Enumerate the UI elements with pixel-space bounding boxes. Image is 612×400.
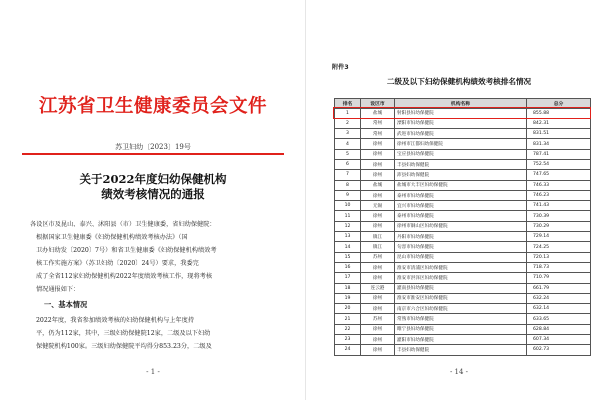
cell-institution: 溧阳市妇幼保健院 [395,118,527,128]
cell-score: 720.13 [527,252,591,262]
cell-institution: 灌南县妇幼保健院 [395,283,527,293]
ranking-table [334,98,591,356]
table-row [335,211,591,221]
cell-rank: 10 [335,201,361,211]
cell-rank: 8 [335,180,361,190]
cell-institution: 射阳县妇幼保健院 [395,108,527,118]
table-row [335,293,591,303]
cell-score: 855.88 [527,108,591,118]
cell-score: 633.65 [527,314,591,324]
section-line: 平，仍为112家，其中，三级妇幼保健院12家，二级及以下妇幼 [36,330,211,337]
cell-score: 730.39 [527,211,591,221]
cell-score: 632.14 [527,304,591,314]
cell-rank: 23 [335,335,361,345]
cell-city: 镇江 [361,232,395,242]
cell-institution: 淮安市清浦区妇幼保健院 [395,262,527,272]
table-row [335,262,591,272]
cell-institution: 丹阳市妇幼保健院 [395,232,527,242]
table-row [335,149,591,159]
table-row [335,170,591,180]
cell-rank: 3 [335,129,361,139]
table-row [335,283,591,293]
paragraph-line: 根据国家卫生健康委《妇幼保健机构绩效考核办法》（国 [36,234,188,241]
column-header-city: 设区市 [361,99,395,109]
table-row [335,314,591,324]
paragraph-line: 情况通报如下： [36,286,80,293]
cell-rank: 7 [335,170,361,180]
cell-score: 730.29 [527,221,591,231]
cell-rank: 2 [335,118,361,128]
table-body [335,108,591,355]
table-row [335,324,591,334]
cell-city: 徐州 [361,335,395,345]
cell-city: 徐州 [361,170,395,180]
paragraph-line: 成了全省112家妇幼保健机构2022年度绩效考核工作，现将考核 [36,273,213,280]
cell-rank: 1 [335,108,361,118]
cell-score: 746.23 [527,190,591,200]
cell-city: 盐城 [361,180,395,190]
cell-institution: 昆山市妇幼保健院 [395,252,527,262]
cell-score: 831.51 [527,129,591,139]
table-header-row [335,99,591,109]
cell-institution: 句容市妇幼保健院 [395,242,527,252]
table-row [335,273,591,283]
cell-rank: 19 [335,293,361,303]
table-row [335,252,591,262]
cell-city: 徐州 [361,273,395,283]
table-title: 二级及以下妇幼保健机构绩效考核排名情况 [386,77,532,86]
table-row [335,242,591,252]
cell-institution: 武进市妇幼保健院 [395,129,527,139]
annex-label: 附件3 [332,64,349,71]
cell-city: 常州 [361,118,395,128]
cell-city: 徐州 [361,211,395,221]
cell-score: 747.65 [527,170,591,180]
table-row [335,232,591,242]
cell-rank: 21 [335,314,361,324]
cell-rank: 11 [335,211,361,221]
cell-city: 徐州 [361,221,395,231]
table-row [335,190,591,200]
table-row [335,304,591,314]
cell-score: 724.25 [527,242,591,252]
cell-rank: 5 [335,149,361,159]
document-title-line2: 绩效考核情况的通报 [101,187,205,201]
cell-city: 常州 [361,129,395,139]
right-page [306,0,612,400]
cell-city: 苏州 [361,252,395,262]
table-row [335,221,591,231]
cell-institution: 泰州市妇幼保健院 [395,190,527,200]
page-number: - 1 - [146,368,160,376]
cell-score: 661.79 [527,283,591,293]
cell-city: 苏州 [361,314,395,324]
cell-score: 752.54 [527,159,591,169]
cell-institution: 沛县妇幼保健院 [395,170,527,180]
cell-score: 746.33 [527,180,591,190]
cell-rank: 12 [335,221,361,231]
cell-city: 徐州 [361,149,395,159]
cell-institution: 丰县妇幼保健院 [395,345,527,355]
cell-city: 连云港 [361,283,395,293]
cell-city: 徐州 [361,293,395,303]
paragraph-line: 各设区市及昆山、泰兴、沭阳县（市）卫生健康委，省妇幼保健院： [30,221,216,228]
cell-score: 628.84 [527,324,591,334]
paragraph-line: 卫办妇幼发〔2020〕7号）和省卫生健康委《妇幼保健机构绩效考 [36,247,217,254]
cell-institution: 泰州市妇幼保健院 [395,211,527,221]
cell-rank: 16 [335,262,361,272]
cell-city: 徐州 [361,345,395,355]
cell-rank: 4 [335,139,361,149]
cell-city: 无锡 [361,201,395,211]
cell-score: 787.41 [527,149,591,159]
section-line: 2022年度，我省参加绩效考核的妇幼保健机构与上年度持 [36,317,195,324]
cell-rank: 6 [335,159,361,169]
table-row [335,139,591,149]
cell-score: 718.73 [527,262,591,272]
table-row [335,159,591,169]
cell-score: 632.24 [527,293,591,303]
cell-city: 徐州 [361,262,395,272]
page-number: - 14 - [449,368,469,376]
table-row [335,201,591,211]
cell-city: 徐州 [361,190,395,200]
paragraph-line: 核工作实施方案》（苏卫妇幼〔2020〕24号）要求，我委完 [36,260,199,267]
table-row [335,118,591,128]
cell-score: 741.43 [527,201,591,211]
table-row [335,335,591,345]
document-number: 苏卫妇幼〔2023〕19号 [115,143,191,151]
cell-score: 710.79 [527,273,591,283]
header-divider [22,153,284,155]
cell-score: 831.34 [527,139,591,149]
cell-institution: 淮安市洪泽区妇幼保健院 [395,273,527,283]
cell-institution: 淮安市淮安区妇幼保健院 [395,293,527,303]
cell-institution: 宝应县妇幼保健院 [395,149,527,159]
cell-city: 徐州 [361,139,395,149]
cell-rank: 15 [335,252,361,262]
section-heading: 一、基本情况 [44,300,88,309]
cell-score: 602.73 [527,345,591,355]
cell-institution: 南京市六合区妇幼保健院 [395,304,527,314]
cell-rank: 14 [335,242,361,252]
document-header: 江苏省卫生健康委员会文件 [38,96,267,117]
cell-rank: 18 [335,283,361,293]
cell-rank: 22 [335,324,361,334]
cell-city: 盐城 [361,108,395,118]
column-header-rank: 排名 [335,99,361,109]
cell-city: 徐州 [361,159,395,169]
cell-institution: 丰县妇幼保健院 [395,159,527,169]
cell-rank: 20 [335,304,361,314]
table-row [335,180,591,190]
cell-city: 徐州 [361,304,395,314]
cell-institution: 宜兴市妇幼保健院 [395,201,527,211]
cell-rank: 24 [335,345,361,355]
cell-institution: 徐州市铜山区妇幼保健院 [395,221,527,231]
cell-score: 842.31 [527,118,591,128]
column-header-score: 总分 [527,99,591,109]
cell-institution: 灌阳市妇幼保健院 [395,335,527,345]
column-header-institution: 机构名称 [395,99,527,109]
table-row [335,108,591,118]
document-title-line1: 关于2022年度妇幼保健机构 [79,172,227,186]
cell-rank: 17 [335,273,361,283]
table-row [335,129,591,139]
cell-score: 607.34 [527,335,591,345]
section-line: 保健院机构100家。三级妇幼保健院平均得分853.23分，二级及 [36,343,212,350]
cell-rank: 13 [335,232,361,242]
table-row [335,345,591,355]
cell-institution: 常熟市妇幼保健院 [395,314,527,324]
cell-institution: 盐城市大丰区妇幼保健院 [395,180,527,190]
cell-rank: 9 [335,190,361,200]
cell-score: 729.14 [527,232,591,242]
cell-city: 徐州 [361,324,395,334]
cell-city: 镇江 [361,242,395,252]
cell-institution: 徐州市江都妇幼保健院 [395,139,527,149]
cell-institution: 睢宁县妇幼保健院 [395,324,527,334]
